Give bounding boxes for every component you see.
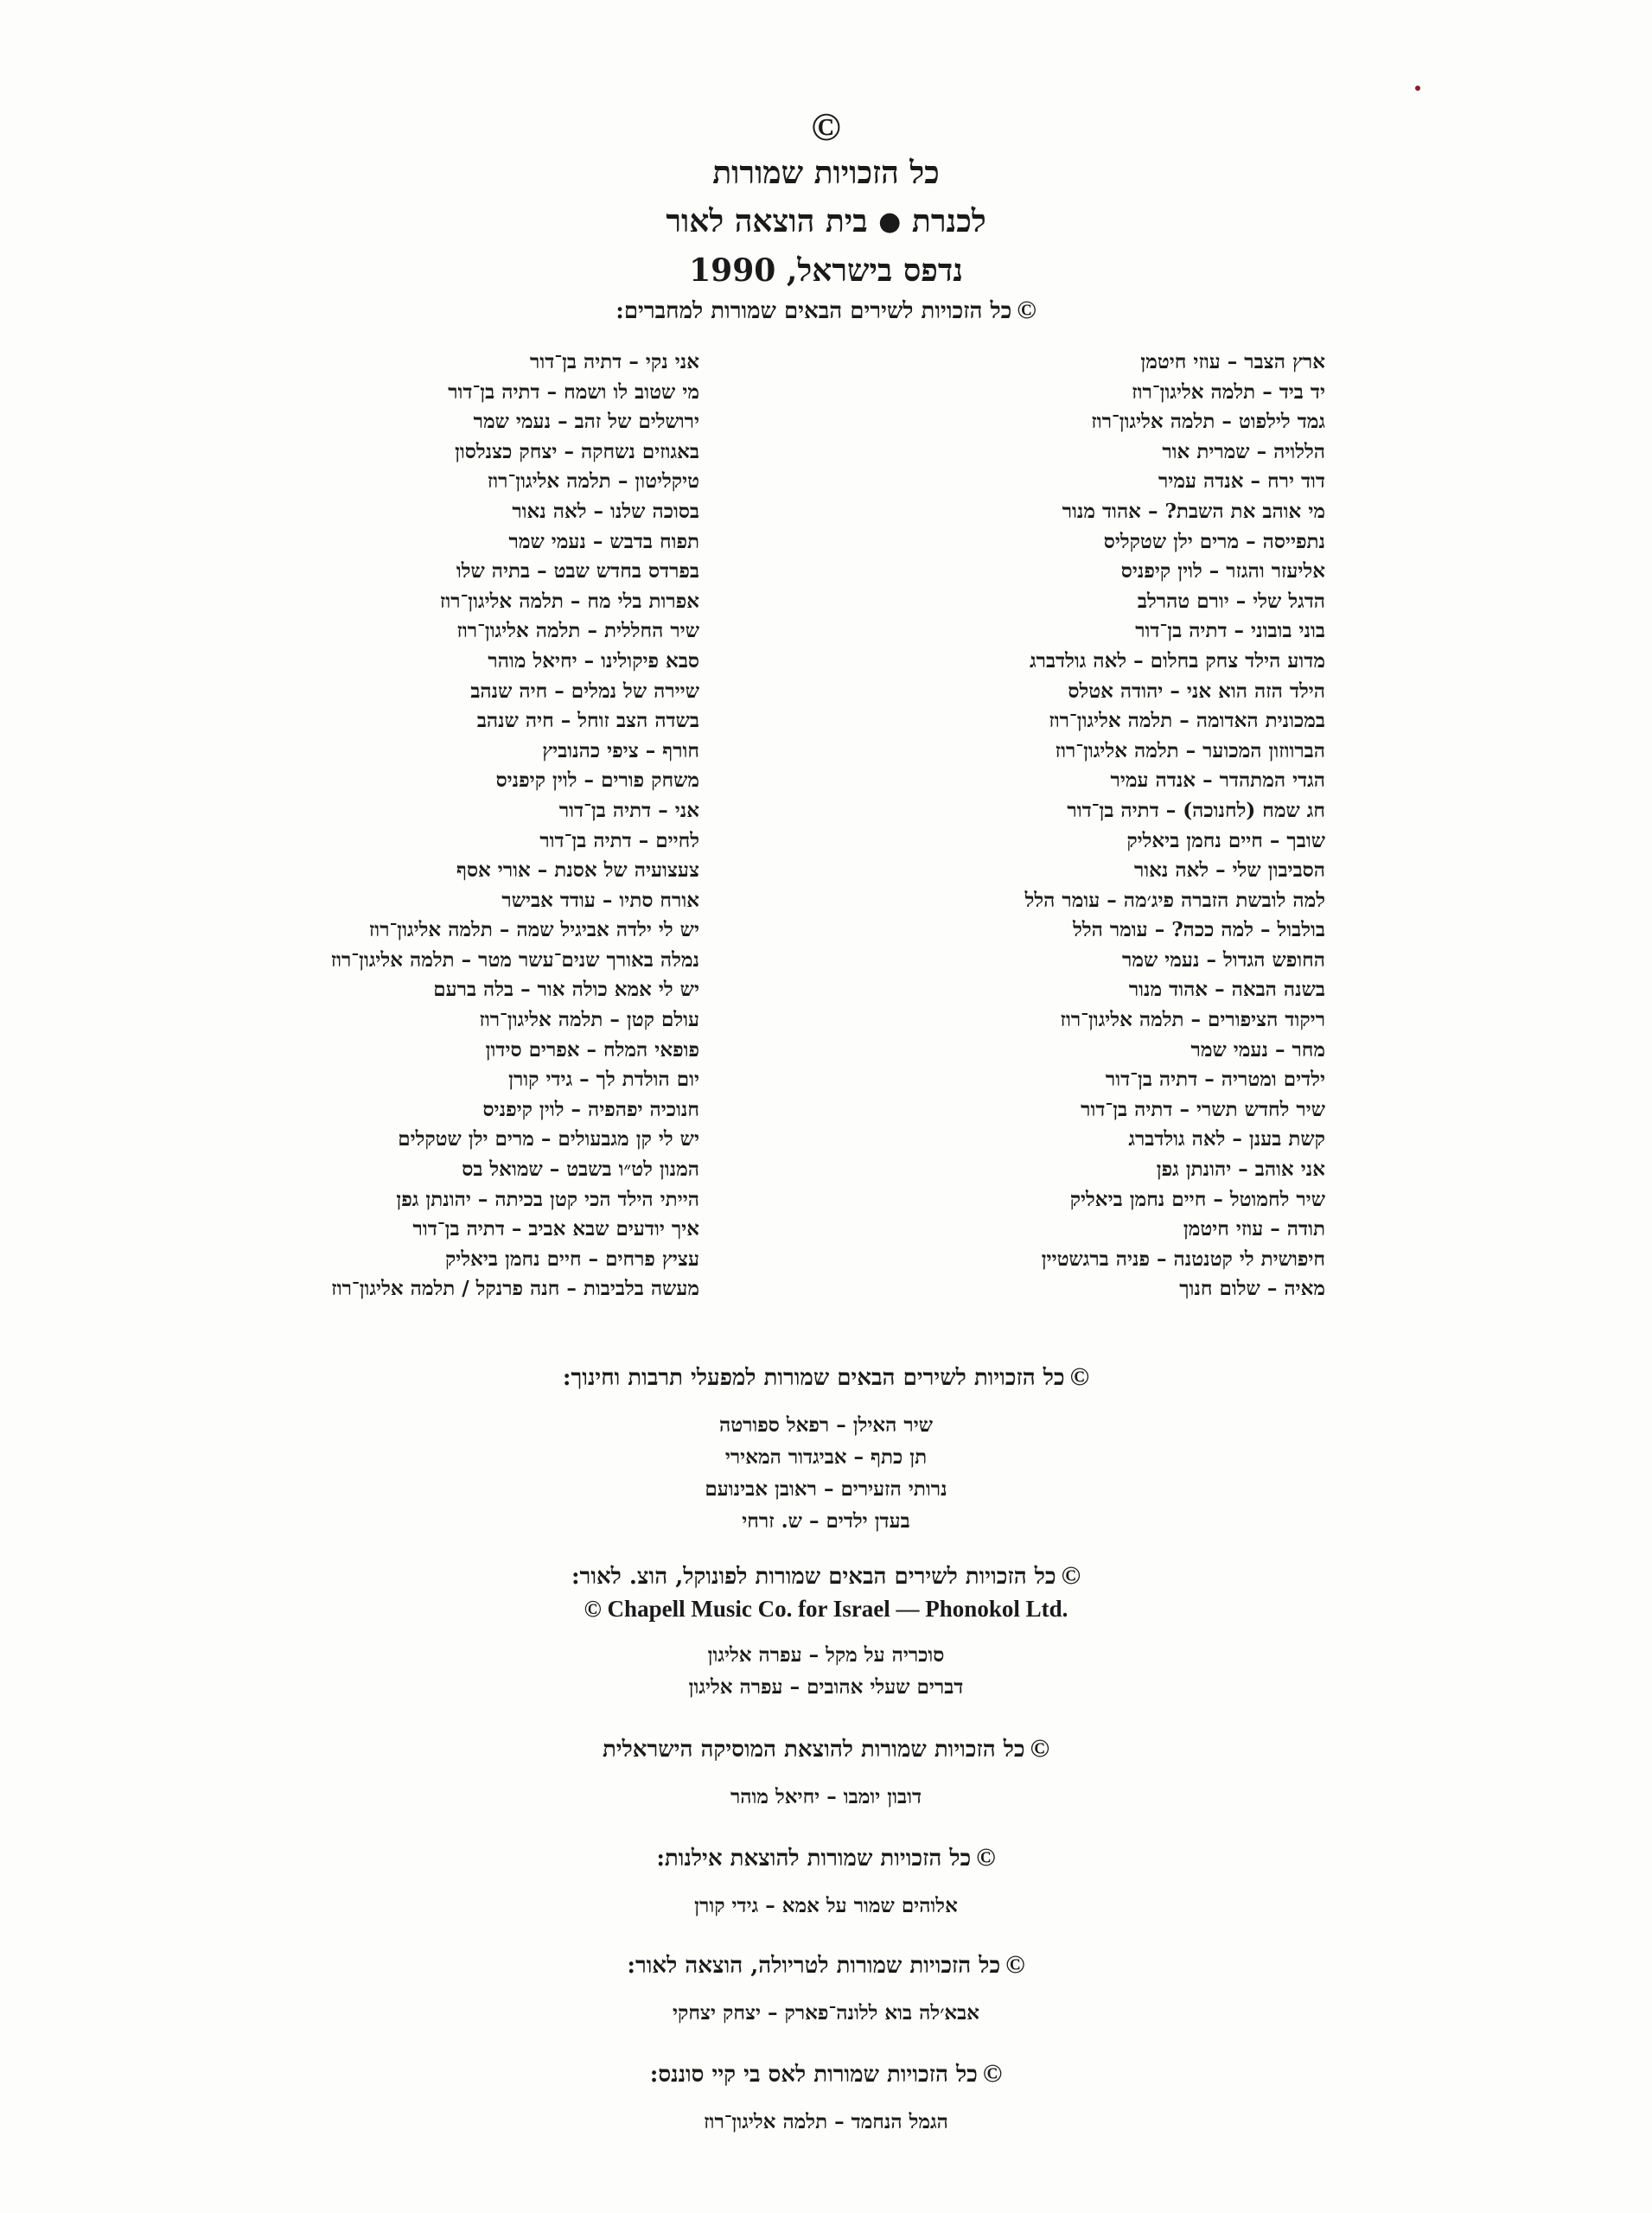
phonokol-section-heading bbox=[0, 1561, 1652, 1591]
list-item: מדוע הילד צחק בחלום – לאה גולדברג bbox=[1030, 648, 1325, 673]
list-item: ילדים ומטריה – דתיה בן־דור bbox=[1105, 1068, 1325, 1092]
list-item: בעדן ילדים – ש. זרחי bbox=[742, 1509, 910, 1533]
list-item: חנוכיה יפהפיה – לוין קיפניס bbox=[482, 1097, 699, 1121]
list-item: צעצועיה של אסנת – אורי אסף bbox=[456, 858, 699, 883]
list-item: שיר לחמוטל – חיים נחמן ביאליק bbox=[1069, 1187, 1325, 1211]
list-item: קשת בענן – לאה גולדברג bbox=[1128, 1127, 1325, 1151]
list-item: איך יודעים שבא אביב – דתיה בן־דור bbox=[412, 1217, 699, 1241]
list-item: שובך – חיים נחמן ביאליק bbox=[1126, 828, 1325, 852]
list-item: אני אוהב – יהונתן גפן bbox=[1156, 1158, 1325, 1182]
copyright-mark: © bbox=[1061, 1561, 1081, 1590]
list-item: הדגל שלי – יורם טהרלב bbox=[1137, 589, 1325, 613]
list-item: דובון יומבו – יחיאל מוהר bbox=[730, 1785, 922, 1808]
israeli-music-list bbox=[0, 1781, 1652, 1813]
list-item: מחר – נעמי שמר bbox=[1190, 1037, 1325, 1062]
list-item: תן כתף – אביגדור המאירי bbox=[724, 1445, 928, 1469]
phonokol-heading-text: כל הזכויות לשירים הבאים שמורות לפונוקל, הוצ. לאור: bbox=[571, 1564, 1056, 1590]
culture-section-heading bbox=[0, 1362, 1652, 1392]
sbk-heading-text: כל הזכויות שמורות לאס בי קיי סוננס: bbox=[649, 2062, 978, 2088]
triola-list bbox=[0, 1997, 1652, 2029]
list-item: במכונית האדומה – תלמה אליגון־רוז bbox=[1049, 709, 1325, 733]
all-rights-reserved-title: כל הזכויות שמורות bbox=[712, 155, 940, 191]
israeli-music-heading-text: כל הזכויות שמורות להוצאת המוסיקה הישראלית bbox=[602, 1737, 1025, 1763]
list-item: אורח סתיו – עודד אבישר bbox=[501, 888, 699, 912]
copyright-mark: © bbox=[1069, 1362, 1090, 1391]
list-item: ריקוד הציפורים – תלמה אליגון־רוז bbox=[1060, 1008, 1325, 1032]
list-item: אליעזר והגזר – לוין קיפניס bbox=[1120, 559, 1325, 584]
list-item: תפוח בדבש – נעמי שמר bbox=[508, 529, 699, 553]
authors-section-heading bbox=[0, 296, 1652, 325]
list-item: חורף – ציפי כהנוביץ bbox=[542, 738, 699, 762]
israeli-music-section-heading bbox=[0, 1734, 1652, 1763]
list-item: פופאי המלח – אפרים סידון bbox=[485, 1037, 699, 1062]
ilanot-heading-text: כל הזכויות שמורות להוצאת אילנות: bbox=[656, 1846, 972, 1872]
list-item: המנון לט״ו בשבט – שמואל בס bbox=[462, 1158, 699, 1182]
list-item: יד ביד – תלמה אליגון־רוז bbox=[1132, 379, 1325, 404]
list-item: באגוזים נשחקה – יצחק כצנלסון bbox=[455, 439, 699, 463]
publisher-name-a: לכנרת bbox=[911, 203, 986, 239]
list-item: הגדי המתהדר – אנדה עמיר bbox=[1110, 768, 1325, 793]
copyright-mark: © bbox=[811, 105, 841, 149]
list-item: יש לי קן מגבעולים – מרים ילן שטקלים bbox=[398, 1127, 699, 1151]
list-item: למה לובשת הזברה פיג׳מה – עומר הלל bbox=[1024, 888, 1325, 912]
copyright-mark: © bbox=[982, 2059, 1003, 2088]
list-item: שיר החללית – תלמה אליגון־רוז bbox=[456, 619, 699, 643]
list-item: בשנה הבאה – אהוד מנור bbox=[1128, 978, 1325, 1002]
list-item: טיקליטון – תלמה אליגון־רוז bbox=[487, 469, 699, 494]
list-item: בשדה הצב זוחל – חיה שנהב bbox=[476, 709, 699, 733]
list-item: יש לי אמא כולה אור – בלה ברעם bbox=[433, 978, 699, 1002]
authors-list-right-column bbox=[1025, 348, 1325, 1304]
list-item: תודה – עוזי חיטמן bbox=[1183, 1217, 1325, 1241]
list-item: שיר האילן – רפאל ספורטה bbox=[718, 1413, 934, 1437]
list-item: סוכריה על מקל – עפרה אליגון bbox=[707, 1643, 945, 1667]
list-item: יום הולדת לך – גידי קורן bbox=[508, 1068, 699, 1092]
list-item: שיר לחדש תשרי – דתיה בן־דור bbox=[1081, 1097, 1325, 1121]
triola-heading-text: כל הזכויות שמורות לטריולה, הוצאה לאור: bbox=[627, 1953, 1001, 1979]
list-item: הייתי הילד הכי קטן בכיתה – יהונתן גפן bbox=[396, 1187, 699, 1211]
list-item: שיירה של נמלים – חיה שנהב bbox=[470, 679, 699, 703]
publisher-name bbox=[0, 197, 1652, 246]
sbk-list bbox=[0, 2106, 1652, 2138]
list-item: חג שמח (לחנוכה) – דתיה בן־דור bbox=[1067, 798, 1325, 822]
publisher-name-b: בית הוצאה לאור bbox=[666, 203, 868, 239]
copyright-mark: © bbox=[1030, 1734, 1050, 1763]
list-item: סבא פיקולינו – יחיאל מוהר bbox=[488, 648, 699, 673]
list-item: הילד הזה הוא אני – יהודה אטלס bbox=[1068, 679, 1325, 703]
list-item: נמלה באורך שנים־עשר מטר – תלמה אליגון־רוז bbox=[330, 947, 699, 972]
list-item: מאיה – שלום חנוך bbox=[1179, 1277, 1325, 1301]
list-item: מי שטוב לו ושמח – דתיה בן־דור bbox=[448, 379, 699, 404]
list-item: בוני בובוני – דתיה בן־דור bbox=[1135, 619, 1325, 643]
list-item: דוד ירח – אנדה עמיר bbox=[1158, 469, 1325, 494]
list-item: מי אוהב את השבת? – אהוד מנור bbox=[1062, 499, 1325, 523]
bullet-separator: ● bbox=[878, 207, 902, 237]
list-item: הללויה – שמרית אור bbox=[1162, 439, 1325, 463]
list-item: החופש הגדול – נעמי שמר bbox=[1122, 947, 1325, 972]
list-item: לחיים – דתיה בן־דור bbox=[539, 828, 699, 852]
list-item: בסוכה שלנו – לאה נאור bbox=[512, 499, 699, 523]
list-item: נרותי הזעירים – ראובן אבינועם bbox=[705, 1477, 947, 1501]
publisher-header bbox=[0, 105, 1652, 295]
list-item: משחק פורים – לוין קיפניס bbox=[495, 768, 699, 793]
list-item: בולבול – למה ככה? – עומר הלל bbox=[1073, 918, 1325, 942]
list-item: גמד לילפוט – תלמה אליגון־רוז bbox=[1091, 410, 1325, 434]
list-item: אני נקי – דתיה בן־דור bbox=[530, 350, 699, 373]
list-item: עציץ פרחים – חיים נחמן ביאליק bbox=[444, 1247, 699, 1271]
culture-heading-text: כל הזכויות לשירים הבאים שמורות למפעלי תרבות וחינוך: bbox=[562, 1365, 1065, 1391]
list-item: נתפייסה – מרים ילן שטקליס bbox=[1103, 529, 1325, 553]
list-item: יש לי ילדה אביגיל שמה – תלמה אליגון־רוז bbox=[368, 918, 699, 942]
list-item: ירושלים של זהב – נעמי שמר bbox=[473, 410, 699, 434]
list-item: הסביבון שלי – לאה נאור bbox=[1133, 858, 1325, 883]
list-item: בפרדס בחדש שבט – בתיה שלו bbox=[456, 559, 699, 584]
list-item: עולם קטן – תלמה אליגון־רוז bbox=[479, 1008, 699, 1032]
sbk-section-heading bbox=[0, 2059, 1652, 2089]
triola-section-heading bbox=[0, 1950, 1652, 1980]
list-item: חיפושית לי קטנטנה – פניה ברגשטיין bbox=[1041, 1247, 1325, 1271]
authors-heading-text: כל הזכויות לשירים הבאים שמורות למחברים: bbox=[616, 298, 1012, 324]
ilanot-list bbox=[0, 1890, 1652, 1922]
list-item: אפרות בלי מח – תלמה אליגון־רוז bbox=[439, 589, 699, 613]
authors-list-left-column bbox=[331, 348, 699, 1304]
list-item: אני – דתיה בן־דור bbox=[558, 798, 699, 822]
ink-speck bbox=[1415, 86, 1420, 91]
copyright-mark: © bbox=[1005, 1950, 1025, 1979]
printed-in-israel: נדפס בישראל, 1990 bbox=[689, 252, 963, 289]
list-item: מעשה בלביבות – חנה פרנקל / תלמה אליגון־רוז bbox=[331, 1277, 699, 1301]
list-item: ארץ הצבר – עוזי חיטמן bbox=[1140, 350, 1325, 373]
copyright-mark: © bbox=[976, 1843, 996, 1872]
list-item: אלוהים שמור על אמא – גידי קורן bbox=[694, 1894, 958, 1917]
list-item: דברים שעלי אהובים – עפרה אליגון bbox=[688, 1675, 964, 1699]
list-item: הגמל הנחמד – תלמה אליגון־רוז bbox=[704, 2110, 948, 2133]
copyright-mark: © bbox=[1017, 296, 1036, 324]
culture-list bbox=[0, 1409, 1652, 1537]
ilanot-section-heading bbox=[0, 1843, 1652, 1872]
chapell-music-credit: © Chapell Music Co. for Israel — Phonokol Ltd. bbox=[584, 1596, 1068, 1622]
list-item: אבא׳לה בוא ללונה־פארק – יצחק יצחקי bbox=[672, 2001, 980, 2025]
list-item: הברווזון המכוער – תלמה אליגון־רוז bbox=[1055, 738, 1325, 762]
phonokol-list bbox=[0, 1639, 1652, 1703]
